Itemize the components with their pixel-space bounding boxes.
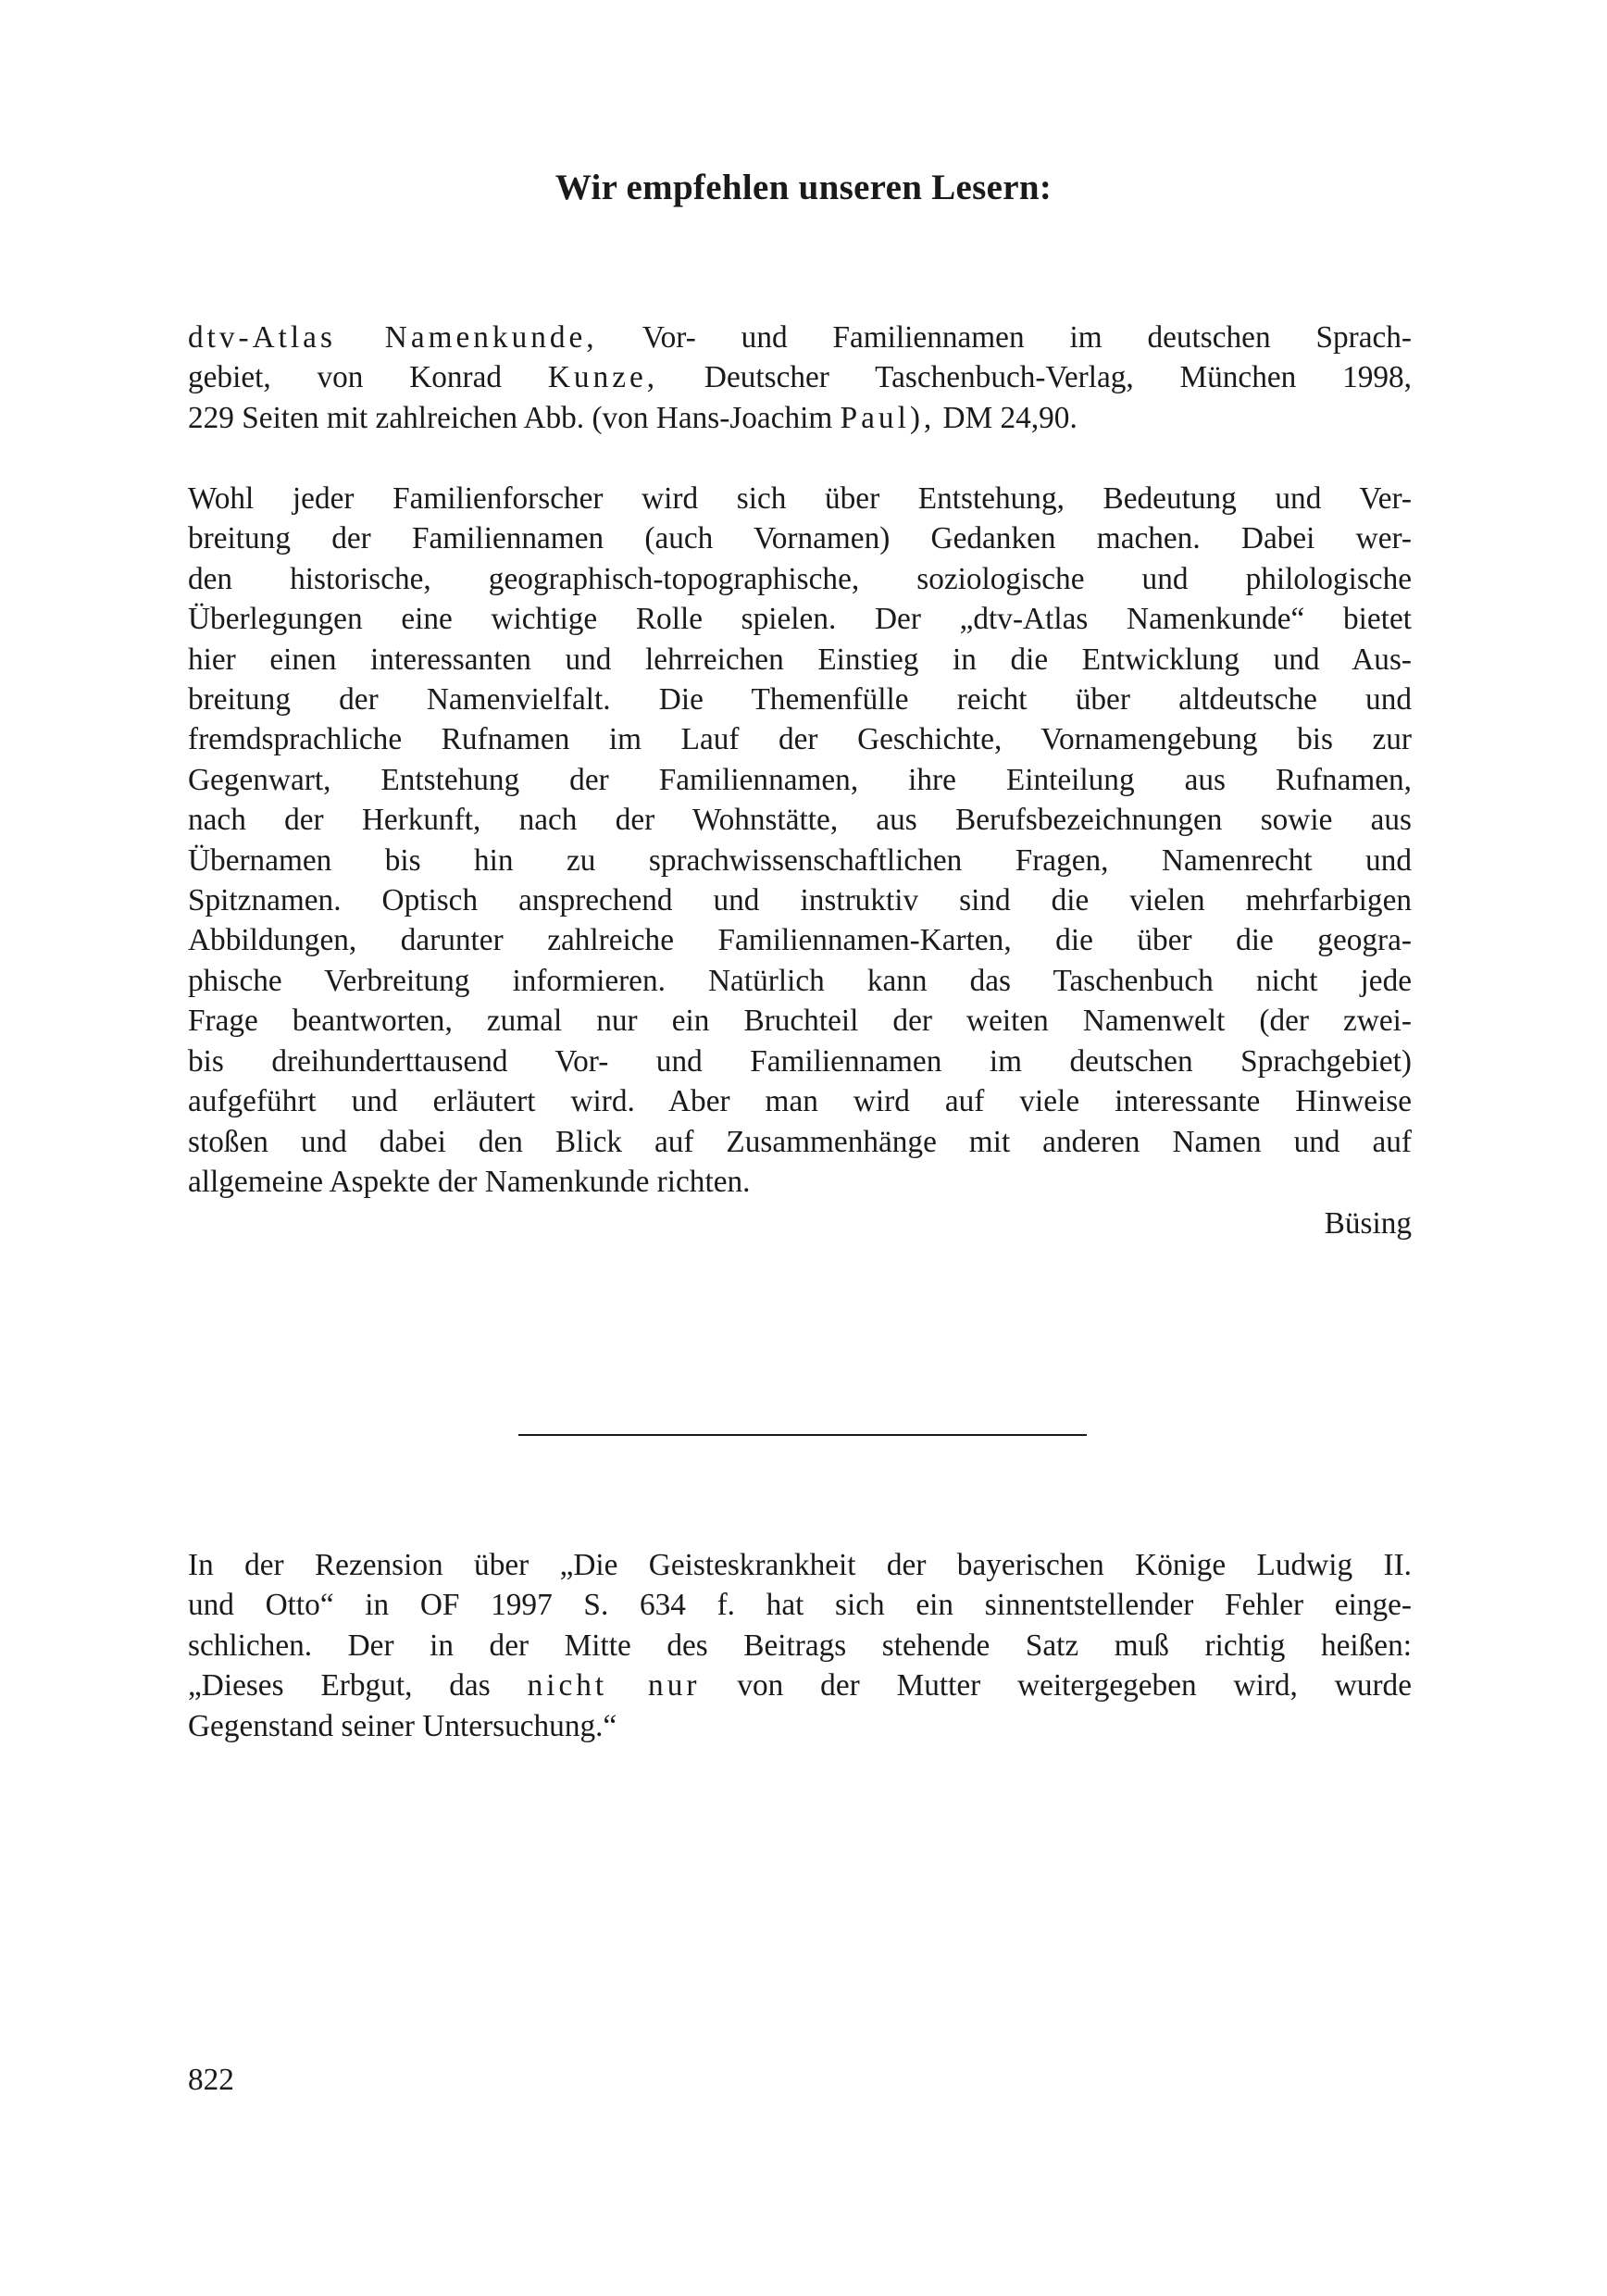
review-line: Gegenwart, Entstehung der Familiennamen, ihre Einteilung aus Rufnamen,	[188, 762, 1412, 797]
review-line: Übernamen bis hin zu sprachwissenschaftlichen Fragen, Namenrecht und	[188, 842, 1412, 878]
review-line: Wohl jeder Familienforscher wird sich über Entstehung, Bedeutung und Ver-	[188, 481, 1412, 516]
review-line: Frage beantworten, zumal nur ein Bruchteil der weiten Namenwelt (der zwei-	[188, 1004, 1412, 1039]
review-line: Überlegungen eine wichtige Rolle spielen. Der „dtv-Atlas Namenkunde“ bietet	[188, 602, 1412, 637]
author-name: Kunze,	[547, 360, 659, 395]
citation-line: dtv-Atlas Namenkunde, Vor- und Familiennamen im deutschen Sprach-	[188, 320, 1413, 355]
review-line: phische Verbreitung informieren. Natürlich kann das Taschenbuch nicht jede	[188, 963, 1412, 998]
citation-line: gebiet, von Konrad Kunze, Deutscher Taschenbuch-Verlag, München 1998,	[188, 360, 1412, 395]
correction-line: schlichen. Der in der Mitte des Beitrags stehende Satz muß richtig heißen:	[188, 1628, 1412, 1663]
contributor-name: Paul),	[840, 400, 936, 435]
page-heading: Wir empfehlen unseren Lesern:	[554, 168, 1053, 207]
review-line: stoßen und dabei den Blick auf Zusammenhänge mit anderen Namen und auf	[188, 1124, 1412, 1159]
review-line: aufgeführt und erläutert wird. Aber man wird auf viele interessante Hinweise	[188, 1084, 1412, 1119]
correction-line: „Dieses Erbgut, das nicht nur von der Mutter weitergegeben wird, wurde	[188, 1668, 1412, 1703]
correction-notice	[188, 1545, 1412, 1746]
emphasized-phrase: nicht nur	[527, 1668, 701, 1703]
section-divider	[518, 1434, 1087, 1436]
review-line: den historische, geographisch-topographische, soziologische und philologische	[188, 561, 1412, 596]
review-line: breitung der Namenvielfalt. Die Themenfülle reicht über altdeutsche und	[188, 682, 1412, 718]
review-line: Spitznamen. Optisch ansprechend und instruktiv sind die vielen mehrfarbigen	[188, 883, 1412, 918]
reviewer-signature: Büsing	[1324, 1206, 1412, 1241]
review-line: allgemeine Aspekte der Namenkunde richten.	[188, 1164, 751, 1199]
review-line: nach der Herkunft, nach der Wohnstätte, aus Berufsbezeichnungen sowie aus	[188, 803, 1412, 838]
review-line: fremdsprachliche Rufnamen im Lauf der Geschichte, Vornamengebung bis zur	[188, 722, 1412, 757]
review-text	[188, 479, 1412, 1202]
correction-line: In der Rezension über „Die Geisteskrankheit der bayerischen Könige Ludwig II.	[188, 1548, 1412, 1582]
correction-line: und Otto“ in OF 1997 S. 634 f. hat sich ein sinnentstellender Fehler einge-	[188, 1588, 1412, 1623]
book-citation	[188, 318, 1412, 438]
citation-line: 229 Seiten mit zahlreichen Abb. (von Hans-Joachim Paul), DM 24,90.	[188, 400, 1078, 435]
review-line: breitung der Familiennamen (auch Vornamen) Gedanken machen. Dabei wer-	[188, 521, 1412, 556]
review-line: Abbildungen, darunter zahlreiche Familiennamen-Karten, die über die geogra-	[188, 923, 1412, 958]
book-title: dtv-Atlas Namenkunde,	[188, 320, 598, 355]
page-number: 822	[188, 2063, 234, 2097]
review-line: hier einen interessanten und lehrreichen Einstieg in die Entwicklung und Aus-	[188, 642, 1412, 677]
review-line: bis dreihunderttausend Vor- und Familiennamen im deutschen Sprachgebiet)	[188, 1043, 1412, 1079]
correction-line: Gegenstand seiner Untersuchung.“	[188, 1708, 617, 1743]
